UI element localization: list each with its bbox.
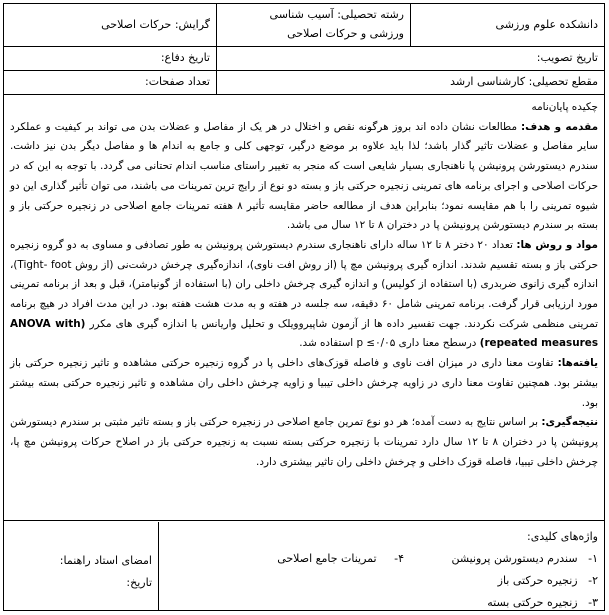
degree-label: مقطع تحصیلی: کارشناسی ارشد — [450, 75, 598, 88]
faculty-label: دانشکده علوم ورزشی — [495, 18, 598, 31]
keyword-3 — [487, 596, 598, 609]
orientation-cell — [4, 4, 216, 46]
methods-paragraph — [10, 236, 598, 354]
pages-label: تعداد صفحات: — [144, 75, 210, 88]
conclusion-text: بر اساس نتایج به دست آمده؛ هر دو نوع تمرین جامع اصلاحی در زنجیره حرکتی باز و بسته تاثیر مثبتی بر سندرم دیستورشن پرونیشن پا در دختران ۸ تا ۱۲ سال دارد تمرینات با زنجیره حرکتی بسته نسبت به زنجیره حرکتی باز در اصلاح حرکات پرونیشن مچ پا، چرخش داخلی تیبیا، فاصله قوزک داخلی و چرخش داخلی ران تاثیر بیشتری دارد. — [10, 416, 599, 468]
major-line-2: ورزشی و حرکات اصلاحی — [287, 27, 404, 40]
abstract-body — [4, 95, 604, 521]
header-row-2 — [4, 47, 604, 71]
signature-box — [4, 522, 159, 610]
intro-text: مطالعات نشان داده اند بروز هرگونه نقص و اختلال در هر یک از مفاصل و عضلات بدن می تواند بر کیفیت و عملکرد سایر مفاصل و عضلات تاثیر گذار باشد؛ لذا باید علاوه بر موضع درگیر، توجهی کلی و جامع به اندام ها و مفاصل دیگر بدن نیز داشت. سندرم دیستورشن پرونیشن پا ناهنجاری بسیار شایعی است که منجر به تغییر راستای مناسب اندام تحتانی می گردد. با توجه به این که در حرکات اصلاحی و اجرای برنامه های تمرینی زنجیره حرکتی باز و بسته دو نوع از رایج ترین تمرینات می باشند، می توان تأثیر گذاری این دو شیوه تمرینی را با هم مقایسه نمود؛ بنابراین هدف از مطالعه حاضر مقایسه تأثیر ۸ هفته تمرینات جامع اصلاحی در زنجیره حرکتی باز و بسته بر سندرم دیستورشن پرونیشن پا در دختران ۸ تا ۱۲ سال می باشد. — [10, 120, 598, 232]
intro-label: مقدمه و هدف: — [520, 120, 599, 133]
methods-text: تعداد ۲۰ دختر ۸ تا ۱۲ ساله دارای ناهنجاری سندرم دیستورشن پرونیشن به طور تصادفی و مساوی به دو گروه زنجیره حرکتی باز و بسته تقسیم شدند. اندازه گیری پرونیشن مچ پا (از روش افت ناوی)، اندازه‌گیری چرخش درشت‌نی (از روش Tight- foot)، اندازه گیری زانوی ضربدری (با استفاده از کولیس) و اندازه گیری چرخش داخلی ران (با استفاده از گونیامتر)، قبل و بعد از برنامه تمرینی مورد ارزیابی قرار گرفت. برنامه تمرینی شامل ۶۰ دقیقه، سه جلسه در هفته و به مدت هشت هفته بود. در این مدت افراد در هیچ برنامه تمرینی منظمی شرکت نکردند. جهت تفسیر داده ها از آزمون شاپیرو‌ویلک و تحلیل واریانس با اندازه گیری های مکرر — [10, 238, 598, 330]
keyword-4-text: تمرینات جامع اصلاحی — [277, 552, 377, 565]
keyword-2 — [498, 574, 598, 587]
defense-date-cell — [4, 47, 216, 70]
keyword-2-text: زنجیره حرکتی باز — [497, 574, 578, 587]
header-row-1 — [4, 4, 604, 47]
results-paragraph — [10, 354, 598, 413]
defense-date-label: تاریخ دفاع: — [160, 51, 210, 64]
thesis-abstract-form — [3, 3, 605, 611]
keyword-1 — [451, 552, 598, 565]
major-line-1: رشته تحصیلی: آسیب شناسی — [269, 8, 404, 21]
abstract-title: چکیده پایان‌نامه — [531, 101, 598, 113]
methods-stat: (ANOVA with repeated measures) — [10, 317, 598, 350]
approval-date-cell — [216, 47, 604, 70]
conclusion-label: نتیجه‌گیری: — [541, 416, 598, 429]
faculty-cell — [410, 4, 604, 46]
signature-date-label: تاریخ: — [126, 576, 152, 589]
keywords-section — [4, 522, 604, 610]
degree-cell — [216, 71, 604, 94]
intro-paragraph — [10, 118, 598, 236]
advisor-signature-label: امضای استاد راهنما: — [59, 554, 152, 567]
results-text: تفاوت معنا داری در میزان افت ناوی و فاصله قوزک‌های داخلی پا در گروه زنجیره حرکتی مشاهده و تاثیر زنجیره حرکتی باز بیشتر بود. همچنین تفاوت معنا داری در زاویه چرخش داخلی تیبیا و زاویه چرخش داخلی ران مشاهده و تاثیر زنجیره حرکتی بسته بیشتر بود. — [10, 357, 598, 409]
keyword-4-num: ۴- — [394, 552, 404, 565]
keyword-2-num: ۲- — [588, 574, 598, 587]
methods-label: مواد و روش ها: — [516, 238, 598, 251]
methods-tail: درسطح معنا داری p ≤۰/۰۵ استفاده شد. — [299, 337, 480, 350]
header-row-3 — [4, 71, 604, 95]
keyword-1-text: سندرم دیستورشن پرونیشن — [451, 552, 578, 565]
keyword-3-num: ۳- — [588, 596, 598, 609]
pages-cell — [4, 71, 216, 94]
approval-date-label: تاریخ تصویب: — [536, 51, 598, 64]
orientation-label: گرایش: حرکات اصلاحی — [101, 18, 210, 31]
major-cell — [216, 4, 410, 46]
keyword-4 — [277, 552, 404, 565]
keyword-3-text: زنجیره حرکتی بسته — [487, 596, 578, 609]
results-label: یافته‌ها: — [557, 357, 598, 370]
keywords-title: واژه‌های کلیدی: — [527, 530, 598, 543]
keyword-1-num: ۱- — [588, 552, 598, 565]
conclusion-paragraph — [10, 413, 598, 472]
